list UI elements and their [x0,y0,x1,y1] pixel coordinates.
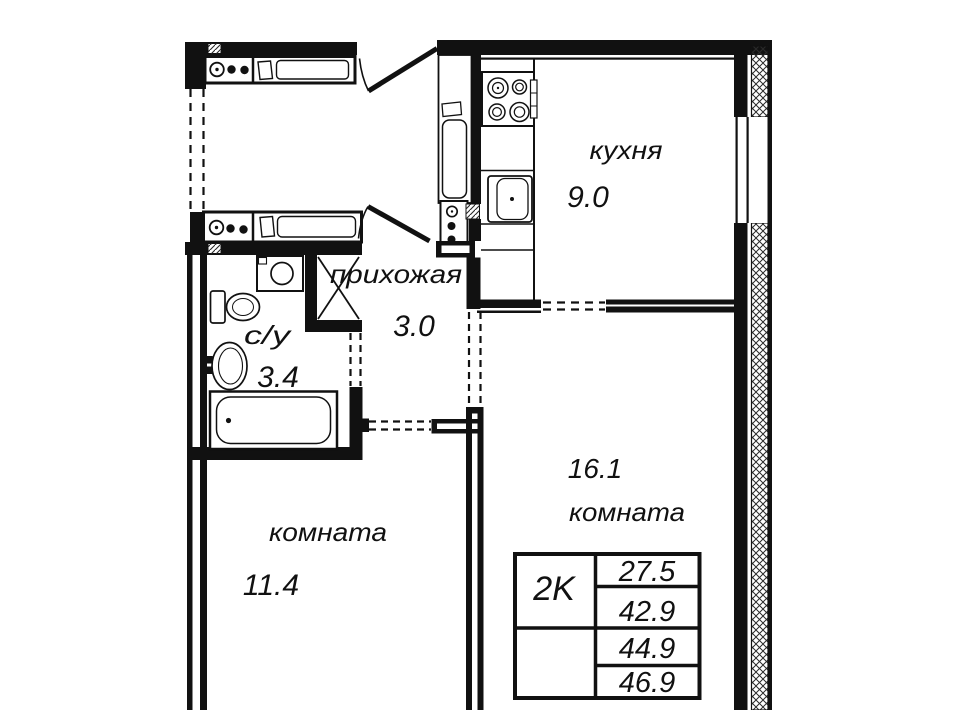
toilet [211,291,260,323]
hallway-label: прихожая [330,259,463,289]
kitchen-room-opening-dashes [543,303,605,310]
kitchen-window [749,117,769,223]
wall-hatch-square [466,204,480,219]
bathroom-door-opening-dashes [351,333,361,386]
kitchen-threshold [436,241,475,258]
stamp-value-2: 42.9 [618,596,676,628]
washing-machine [257,256,303,291]
room-second-label: комната [269,517,387,547]
kitchen-sink [488,176,532,222]
kitchen-label: кухня [589,135,663,165]
stove [482,72,537,126]
bathtub [210,392,337,450]
room-second-area: 11.4 [242,569,300,602]
room-main-area: 16.1 [567,453,623,484]
entry-door-bottom [359,207,430,242]
neighbor-counter-bottom [204,212,362,242]
bathroom-label: с/у [244,320,293,350]
hallway-area: 3.0 [393,310,435,343]
neighbor-counter-top [205,57,355,84]
room-main-label: комната [569,497,685,527]
bathroom-sink [205,343,248,390]
meter-panel [441,201,468,246]
stamp-type: 2K [533,570,575,608]
area-stamp-table [515,554,700,699]
fridge-cabinet [439,55,472,203]
bathroom-area: 3.4 [257,361,299,394]
entry-door-top [360,49,438,92]
kitchen-area: 9.0 [567,181,609,214]
stamp-value-3: 44.9 [618,633,676,665]
stamp-value-4: 46.9 [618,667,676,699]
stamp-value-1: 27.5 [618,556,676,588]
room-divider-walls [432,407,484,710]
landing-opening-dashes [191,89,204,211]
